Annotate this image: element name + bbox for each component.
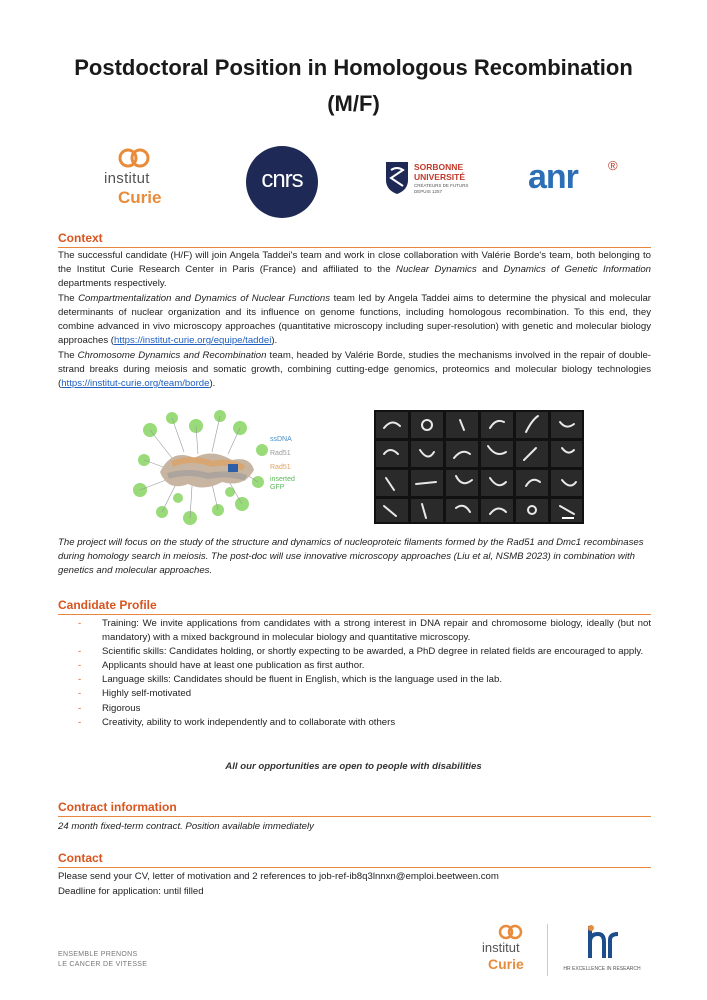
context-paragraph-2: The Compartmentalization and Dynamics of Nuclear Functions team led by Angela Taddei aims to determine the physical and molecular determinants of nuclear organization and its influence on genome functions, including homologous recombination. To this end, they combine advanced in vivo microscopy approaches (quantitative microscopy including super-resolution) with genetic and molecular biology approaches (https://institut-curie.org/equipe/taddei). <box>58 293 651 347</box>
footer-curie-line1: institut <box>482 940 520 955</box>
cnrs-logo <box>246 146 318 218</box>
sorbonne-line4: DEPUIS 1257 <box>414 189 443 194</box>
footer-curie-line2: Curie <box>488 956 524 972</box>
context-paragraph-1: The successful candidate (H/F) will join Angela Taddei's team and work in close collaboration with Valérie Borde's team, both belonging to the Institut Curie Research Center in Paris (France) and affiliated to the Nuclear Dynamics and Dynamics of Genetic Information departments respectively. <box>58 250 651 290</box>
contact-line-1: Please send your CV, letter of motivation and 2 references to job-ref-ib8q3lnnxn@emploi.beetween.com <box>58 871 499 882</box>
label-ssdna: ssDNA <box>270 436 292 443</box>
sorbonne-line2: UNIVERSITÉ <box>414 172 466 182</box>
label-inserted: inserted <box>270 476 295 483</box>
hr-mark-icon <box>582 922 622 962</box>
contact-line-2: Deadline for application: until filled <box>58 886 204 897</box>
page-title <box>0 50 707 122</box>
sorbonne-shield-icon <box>384 160 410 196</box>
footer-divider <box>547 924 548 976</box>
institut-curie-logo <box>100 146 170 212</box>
profile-item-creativity: - Creativity, ability to work independently and to collaborate with others <box>78 716 651 730</box>
profile-item-training: - Training: We invite applications from candidates with a strong interest in DNA repair and chromosome biology, ideally (but not mandatory) with a mixed background in molecular biology and quantitative microscopy. <box>78 617 651 645</box>
curie-logo-line1: institut <box>104 170 150 187</box>
contract-heading: Contract information <box>58 800 651 817</box>
label-rad51-orange: Rad51 <box>270 464 291 471</box>
profile-item-scientific-skills: - Scientific skills: Candidates holding, or shortly expecting to be awarded, a PhD degree in related fields are encouraged to apply. <box>78 645 651 659</box>
footer-institut-curie-logo <box>480 922 540 978</box>
profile-item-language: - Language skills: Candidates should be fluent in English, which is the language used in the lab. <box>78 673 651 687</box>
disabilities-note: All our opportunities are open to people with disabilities <box>225 761 482 772</box>
footer-slogan-line1: ENSEMBLE PRENONS <box>58 951 138 958</box>
filament-illustration <box>132 408 312 528</box>
figure-caption: The project will focus on the study of the structure and dynamics of nucleoproteic filaments formed by the Rad51 and Dmc1 recombinases during homology search in meiosis. The post-doc will use innovative microscopy approaches (Liu et al, NSMB 2023) in combination with genetics and molecular approaches. <box>58 537 644 577</box>
sorbonne-line1: SORBONNE <box>414 162 464 172</box>
label-gfp: GFP <box>270 484 285 491</box>
borde-team-link[interactable]: https://institut-curie.org/team/borde <box>61 378 210 390</box>
anr-logo <box>528 158 628 198</box>
profile-item-rigorous: - Rigorous <box>78 702 651 716</box>
contract-text: 24 month fixed-term contract. Position available immediately <box>58 821 314 832</box>
anr-logo-text: anr <box>528 158 578 196</box>
sorbonne-line3: CRÉATEURS DE FUTURS <box>414 183 469 188</box>
profile-item-motivated: - Highly self-motivated <box>78 687 651 701</box>
hr-excellence-logo <box>556 922 648 978</box>
profile-item-publication: - Applicants should have at least one publication as first author. <box>78 659 651 673</box>
microscopy-image-grid <box>374 410 584 524</box>
title-line-1: Postdoctoral Position in Homologous Recombination <box>74 55 633 80</box>
footer-curie-rings-icon <box>480 922 540 942</box>
taddei-team-link[interactable]: https://institut-curie.org/equipe/taddei <box>114 335 272 347</box>
footer-slogan <box>58 950 147 970</box>
contact-heading: Contact <box>58 851 651 868</box>
candidate-profile-heading: Candidate Profile <box>58 598 651 615</box>
microscopy-cells <box>374 410 584 524</box>
label-rad51-grey: Rad51 <box>270 450 291 457</box>
cnrs-logo-text: cnrs <box>261 166 303 193</box>
footer-slogan-line2: LE CANCER DE VITESSE <box>58 961 148 968</box>
context-paragraph-3: The Chromosome Dynamics and Recombination team, headed by Valérie Borde, studies the mechanisms involved in the repair of double-strand breaks during meiosis and somatic growth, combining cutting-edge genomics, proteomics and molecular biology technologies (https://institut-curie.org/team/borde). <box>58 350 651 390</box>
context-heading: Context <box>58 231 651 248</box>
candidate-profile-list <box>78 617 651 730</box>
title-line-2: (M/F) <box>327 91 380 116</box>
hr-logo-text: HR EXCELLENCE IN RESEARCH <box>563 966 641 972</box>
curie-logo-line2: Curie <box>118 188 162 207</box>
anr-registered-mark: ® <box>608 158 618 173</box>
sorbonne-logo <box>384 158 484 198</box>
